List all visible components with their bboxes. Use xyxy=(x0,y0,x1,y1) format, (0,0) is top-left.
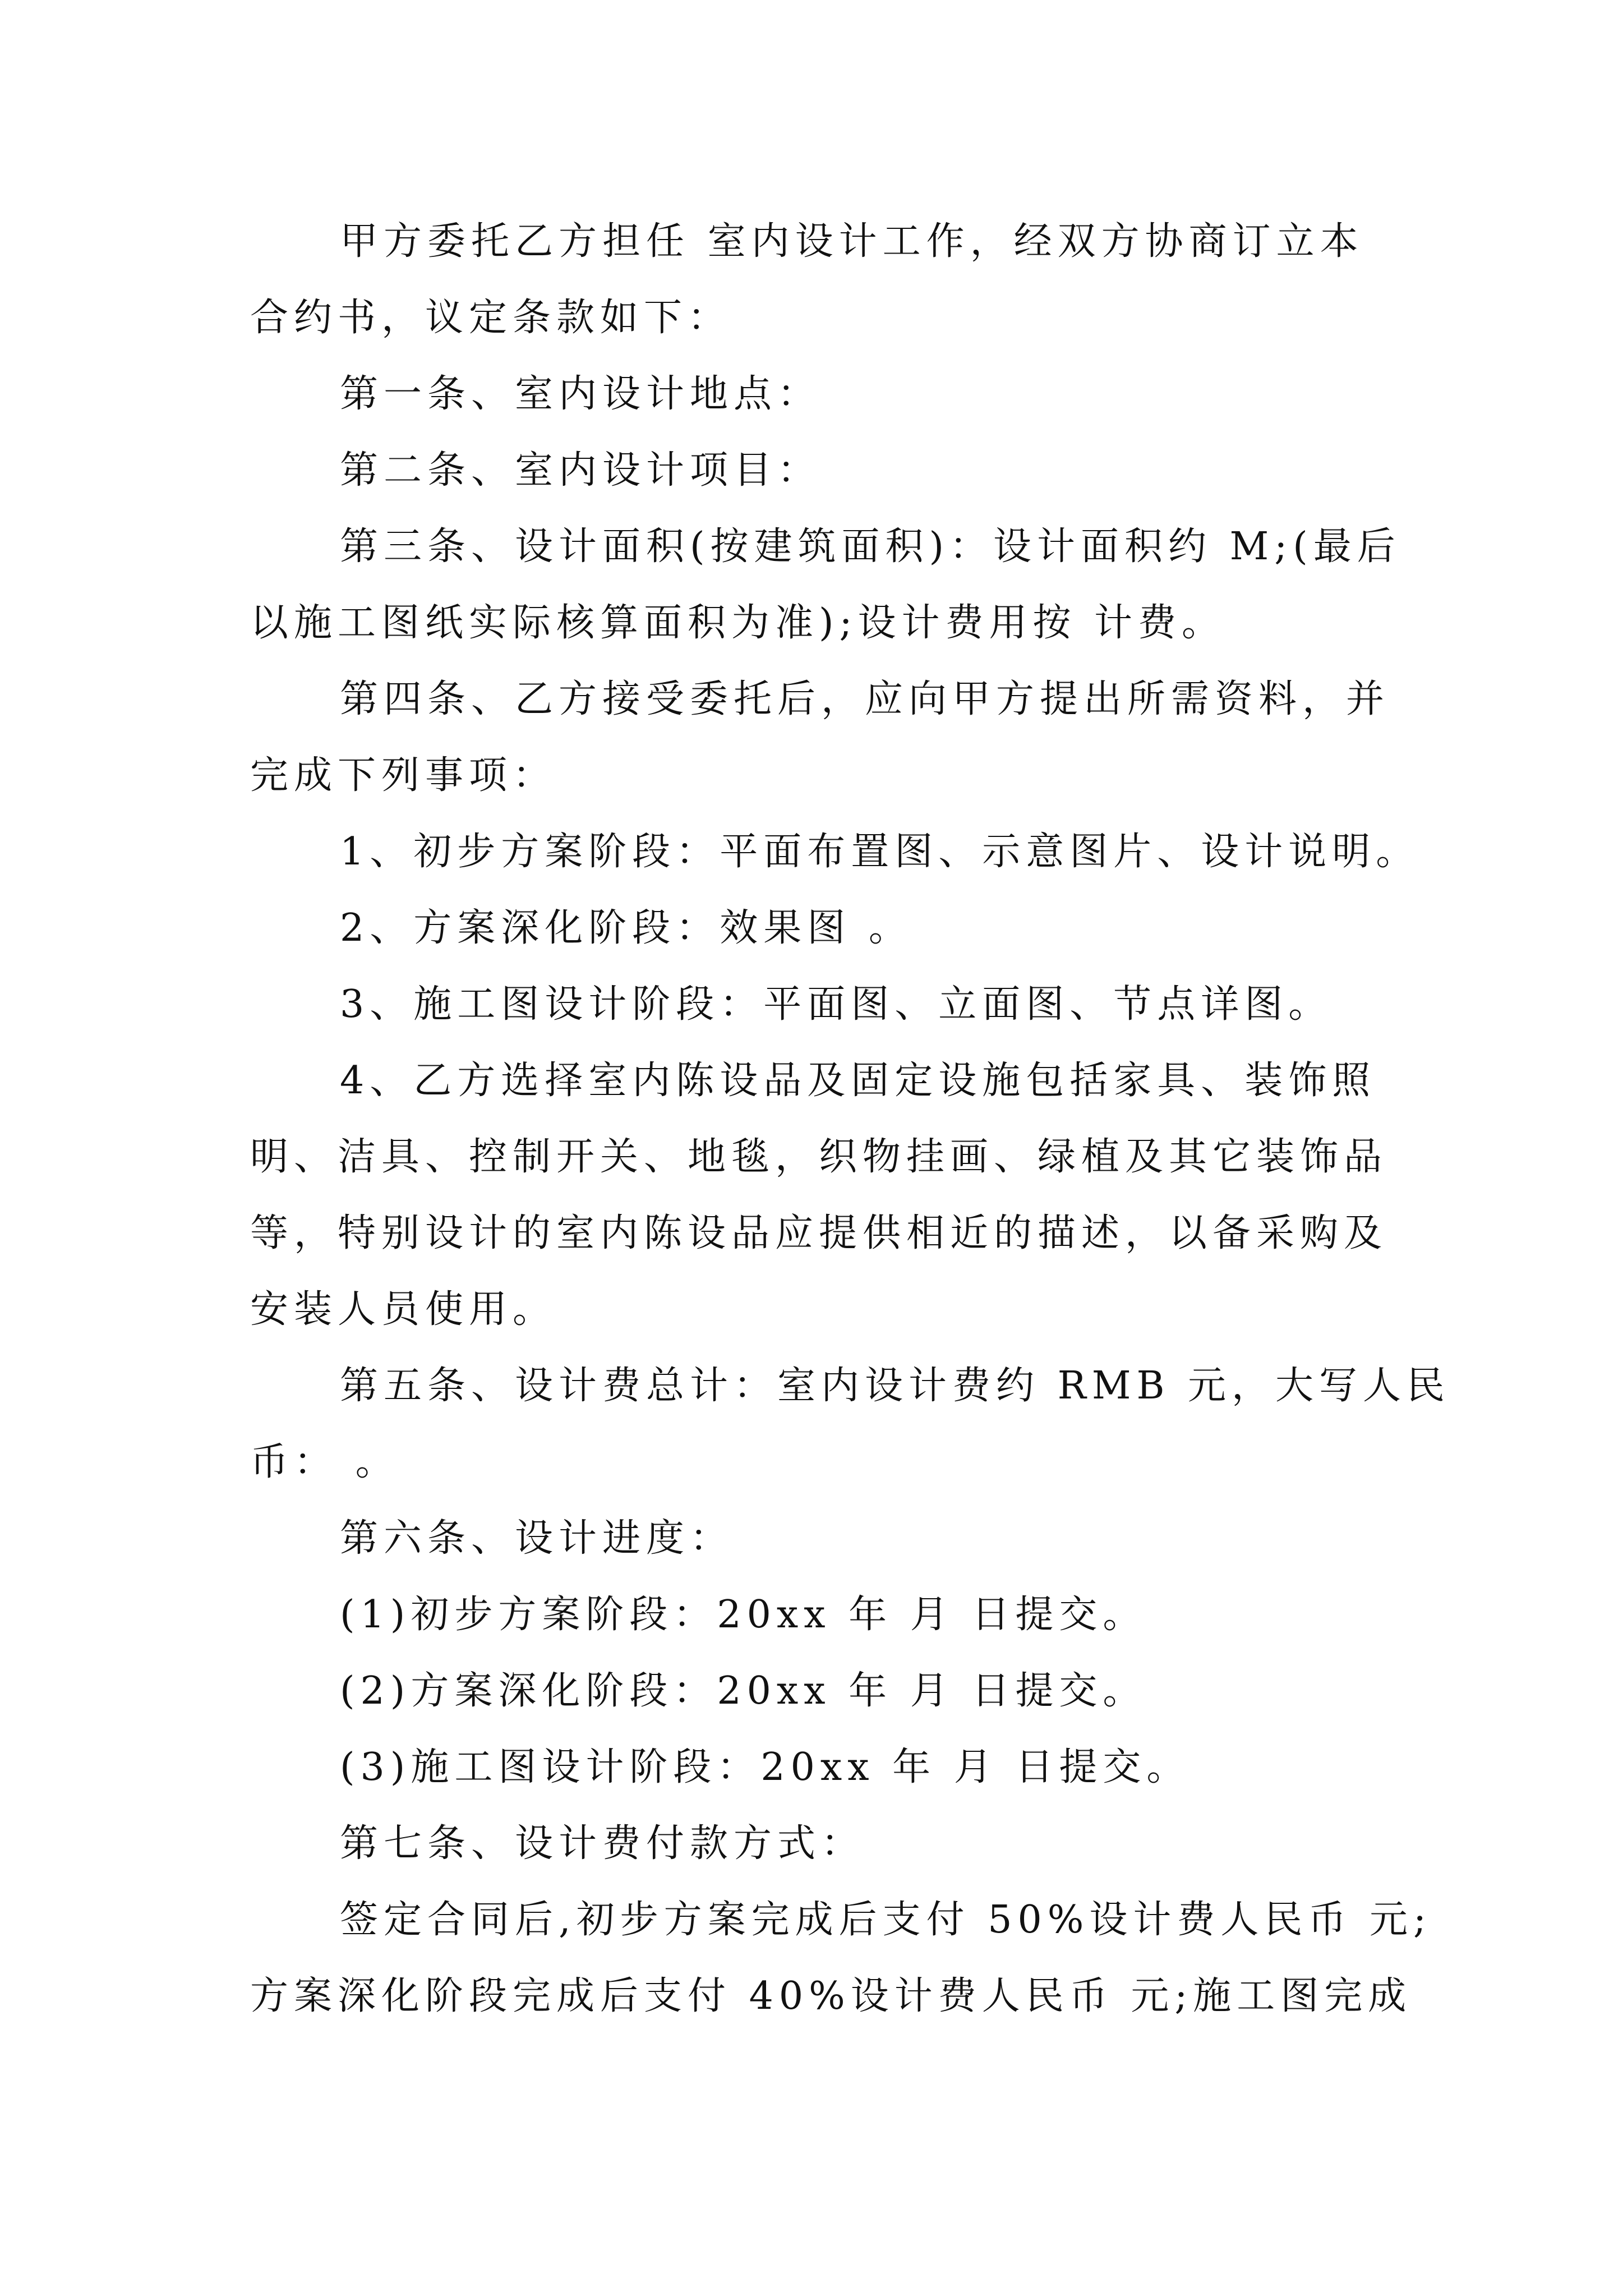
paragraph-line: 签定合同后,初步方案完成后支付 50%设计费人民币 元; xyxy=(340,1898,1432,1942)
paragraph-line: 等，特别设计的室内陈设品应提供相近的描述，以备采购及 xyxy=(250,1211,1388,1255)
paragraph-line: (2)方案深化阶段：20xx 年 月 日提交。 xyxy=(340,1669,1147,1713)
paragraph-line: 方案深化阶段完成后支付 40%设计费人民币 元;施工图完成 xyxy=(250,1974,1412,2018)
paragraph-line: 4、乙方选择室内陈设品及固定设施包括家具、装饰照 xyxy=(340,1059,1376,1103)
paragraph-line: 明、洁具、控制开关、地毯，织物挂画、绿植及其它装饰品 xyxy=(250,1135,1388,1179)
paragraph-line: 2、方案深化阶段：效果图 。 xyxy=(340,906,912,950)
paragraph-line: 第五条、设计费总计：室内设计费约 RMB 元，大写人民 xyxy=(340,1364,1451,1408)
paragraph-line: 安装人员使用。 xyxy=(250,1287,557,1332)
paragraph-line: 合约书，议定条款如下： xyxy=(250,296,732,340)
paragraph-line: 第二条、室内设计项目： xyxy=(340,448,822,493)
paragraph-line: 第七条、设计费付款方式： xyxy=(340,1821,865,1866)
paragraph-line: 第三条、设计面积(按建筑面积)：设计面积约 M;(最后 xyxy=(340,524,1401,569)
paragraph-line: 1、初步方案阶段：平面布置图、示意图片、设计说明。 xyxy=(340,830,1420,874)
paragraph-line: (3)施工图设计阶段：20xx 年 月 日提交。 xyxy=(340,1745,1191,1789)
paragraph-line: 甲方委托乙方担任 室内设计工作，经双方协商订立本 xyxy=(340,219,1364,264)
paragraph-line: 币： 。 xyxy=(250,1440,399,1484)
paragraph-line: 以施工图纸实际核算面积为准);设计费用按 计费。 xyxy=(250,601,1226,645)
paragraph-line: 第四条、乙方接受委托后，应向甲方提出所需资料，并 xyxy=(340,677,1390,721)
paragraph-line: 3、施工图设计阶段：平面图、立面图、节点详图。 xyxy=(340,982,1332,1027)
paragraph-line: (1)初步方案阶段：20xx 年 月 日提交。 xyxy=(340,1593,1147,1637)
paragraph-line: 完成下列事项： xyxy=(250,753,557,798)
paragraph-line: 第六条、设计进度： xyxy=(340,1516,734,1561)
paragraph-line: 第一条、室内设计地点： xyxy=(340,372,822,416)
